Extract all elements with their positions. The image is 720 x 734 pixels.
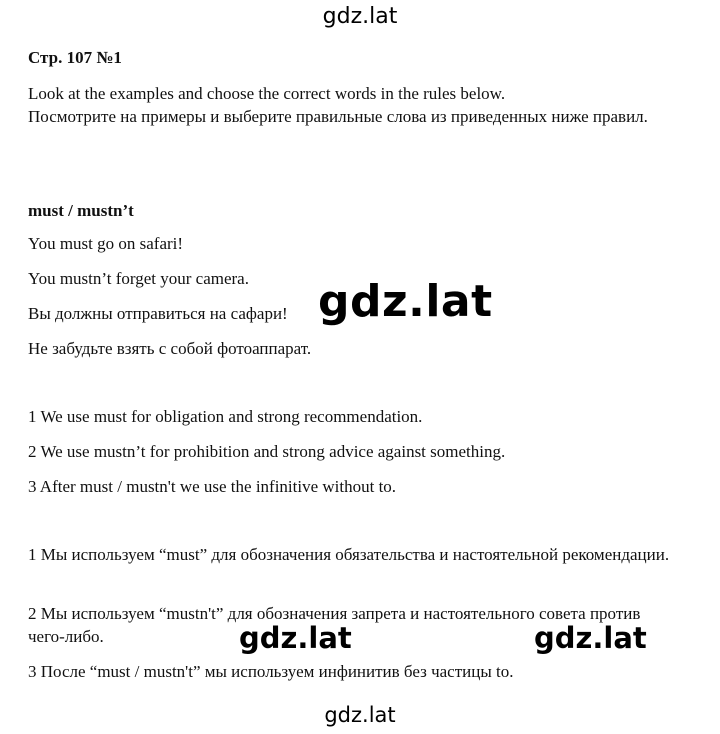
watermark-mid-right: gdz.lat: [534, 621, 647, 655]
rule-en-1: 1 We use must for obligation and strong recommendation.: [28, 407, 423, 426]
watermark-center: gdz.lat: [318, 276, 493, 327]
section-title: must / mustn’t: [28, 201, 134, 220]
watermark-mid-left: gdz.lat: [239, 621, 352, 655]
rule-ru-3: 3 После “must / mustn't” мы используем инфинитив без частицы to.: [28, 662, 514, 681]
example-3: Вы должны отправиться на сафари!: [28, 304, 288, 323]
example-2: You mustn’t forget your camera.: [28, 269, 249, 288]
rule-ru-1: 1 Мы используем “must” для обозначения обязательства и настоятельной рекомендации.: [28, 545, 670, 564]
page-heading: Стр. 107 №1: [28, 48, 122, 67]
watermark-top: gdz.lat: [322, 4, 398, 29]
example-1: You must go on safari!: [28, 234, 184, 253]
rule-en-3: 3 After must / mustn't we use the infinitive without to.: [28, 477, 397, 496]
watermark-bottom: gdz.lat: [324, 703, 396, 727]
rule-en-2: 2 We use mustn’t for prohibition and strong advice against something.: [28, 442, 506, 461]
instruction-russian: Посмотрите на примеры и выберите правильные слова из приведенных ниже правил.: [28, 107, 648, 126]
instruction-english: Look at the examples and choose the correct words in the rules below.: [28, 84, 506, 103]
example-4: Не забудьте взять с собой фотоаппарат.: [28, 339, 312, 358]
rule-ru-2: 2 Мы используем “mustn't” для обозначения запрета и настоятельного совета против чего-либо.: [28, 604, 641, 646]
